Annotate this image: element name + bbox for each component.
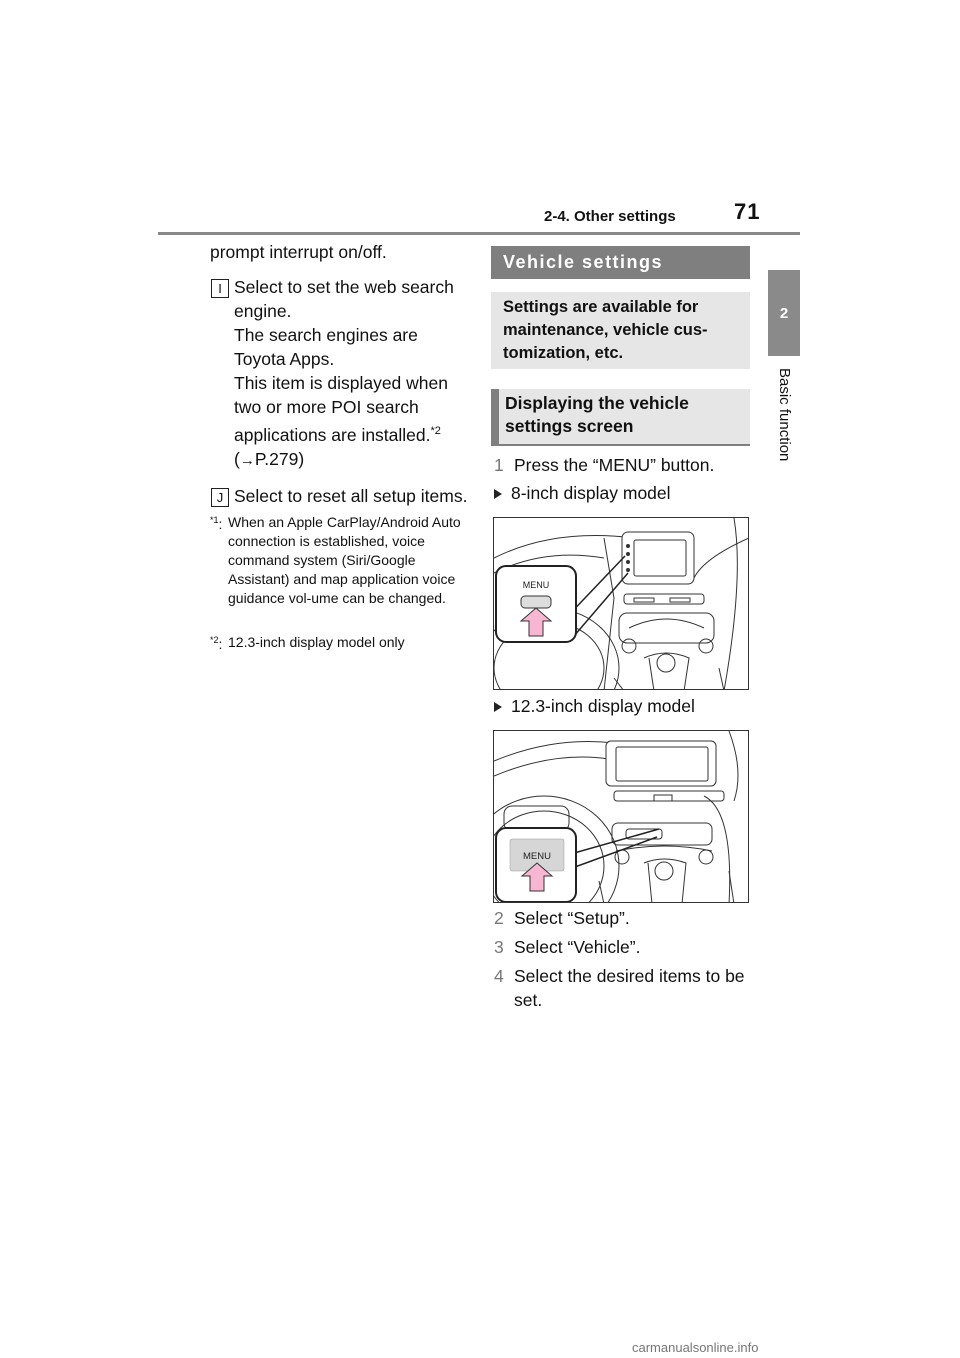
footnote-text: 12.3-inch display model only	[228, 634, 405, 650]
footnote-ref: *2	[430, 425, 441, 437]
continued-text: prompt interrupt on/off.	[210, 242, 387, 262]
item-letter-box: I	[211, 279, 229, 298]
variant-label: 8-inch display model	[511, 483, 671, 503]
chapter-number: 2	[779, 304, 789, 322]
variant-8-inch-label	[492, 481, 671, 505]
footnote-text: When an Apple CarPlay/Android Auto connection is established, voice command system (Siri/Google Assistant) and map application voice guidance vol-ume can be changed.	[228, 514, 461, 606]
dashboard-illustration	[494, 731, 749, 903]
header-divider	[158, 232, 800, 235]
step-text: Select “Setup”.	[514, 908, 630, 928]
lead-text: Settings are available for maintenance, vehicle cus-tomization, etc.	[491, 292, 750, 369]
item-text	[234, 371, 470, 447]
page-number: 71	[734, 199, 761, 224]
footnote-mark: $^{*2}$:	[210, 635, 223, 652]
triangle-bullet-icon	[494, 702, 502, 712]
chapter-tab	[768, 270, 800, 356]
step-number: 1	[494, 455, 504, 475]
step-1	[491, 453, 750, 477]
step-text: Select the desired items to be set.	[514, 966, 745, 1010]
step-text: Select “Vehicle”.	[514, 937, 641, 957]
watermark: carmanualsonline.info	[632, 1340, 759, 1355]
reference-arrow-icon: →	[239, 451, 255, 469]
figure-12-inch-dashboard	[493, 730, 749, 903]
item-text: Select to reset all setup items.	[234, 485, 468, 506]
triangle-bullet-icon	[494, 489, 502, 499]
variant-12-inch-label	[492, 694, 695, 718]
chapter-label: Basic function	[776, 368, 793, 462]
dashboard-illustration	[494, 518, 749, 690]
page-reference[interactable]: (→P.279)	[234, 448, 305, 469]
item-letter-box: J	[211, 488, 229, 507]
chapter-label-container	[770, 368, 798, 478]
step-3	[491, 935, 750, 959]
setting-item-j	[210, 484, 470, 508]
item-text-main: This item is displayed when two or more POI search applications are installed.	[234, 373, 448, 445]
step-2	[491, 906, 750, 930]
setting-item-i	[210, 275, 470, 473]
step-number: 4	[494, 966, 504, 986]
item-text: The search engines are Toyota Apps.	[234, 325, 418, 369]
section-heading: Vehicle settings	[491, 246, 750, 279]
menu-button-label: MENU	[523, 851, 551, 862]
footnote-2	[210, 633, 472, 652]
reference-page[interactable]: P.279	[254, 448, 299, 469]
step-number: 3	[494, 937, 504, 957]
menu-button-label: MENU	[522, 580, 550, 590]
variant-label: 12.3-inch display model	[511, 696, 695, 716]
figure-8-inch-dashboard	[493, 517, 749, 690]
step-text: Press the “MENU” button.	[514, 455, 715, 475]
step-number: 2	[494, 908, 504, 928]
footnote-1	[210, 513, 472, 608]
item-text: Select to set the web search engine.	[234, 277, 454, 321]
step-4	[491, 964, 750, 1012]
footnote-mark: $^{*1}$:	[210, 515, 223, 532]
section-title: 2-4. Other settings	[544, 208, 676, 225]
subsection-heading: Displaying the vehicle settings screen	[491, 389, 750, 446]
left-column	[210, 240, 470, 508]
